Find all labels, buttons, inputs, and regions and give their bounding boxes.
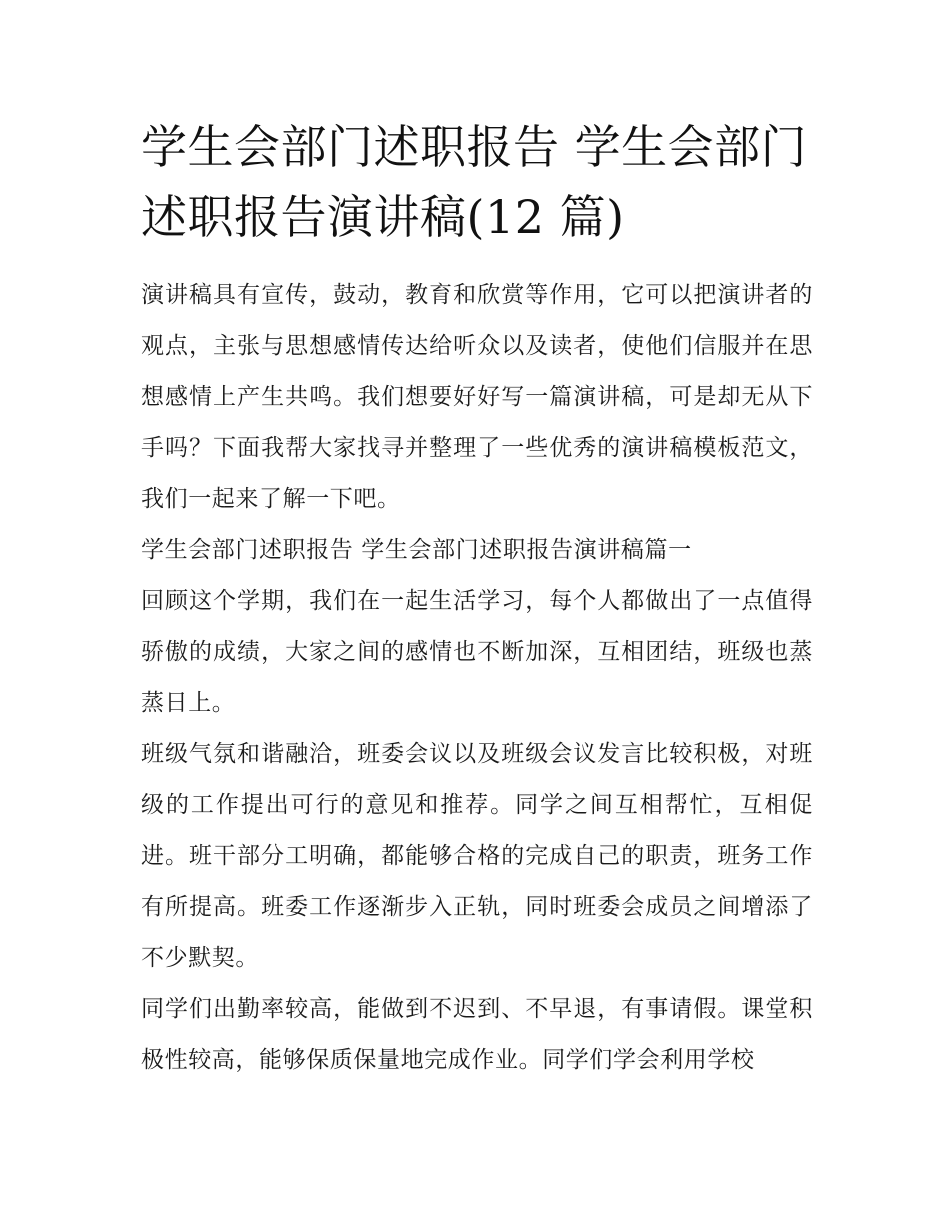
body-paragraph: 班级气氛和谐融洽，班委会议以及班级会议发言比较积极，对班级的工作提出可行的意见和推荐。同学之间互相帮忙，互相促进。班干部分工明确，都能够合格的完成自己的职责，班务工作有所提高。班委工作逐渐步入正轨，同时班委会成员之间增添了不少默契。 [141, 741, 813, 971]
section-heading: 学生会部门述职报告 学生会部门述职报告演讲稿篇一 [141, 537, 692, 563]
body-paragraph: 回顾这个学期，我们在一起生活学习，每个人都做出了一点值得骄傲的成绩，大家之间的感情也不断加深，互相团结，班级也蒸蒸日上。 [141, 588, 813, 716]
body-paragraph: 同学们出勤率较高，能做到不迟到、不早退，有事请假。课堂积极性较高，能够保质保量地完成作业。同学们学会利用学校 [141, 996, 813, 1073]
intro-paragraph: 演讲稿具有宣传，鼓动，教育和欣赏等作用，它可以把演讲者的观点，主张与思想感情传达给听众以及读者，使他们信服并在思想感情上产生共鸣。我们想要好好写一篇演讲稿，可是却无从下手吗？下面我帮大家找寻并整理了一些优秀的演讲稿模板范文，我们一起来了解一下吧。 [141, 282, 813, 512]
document-title: 学生会部门述职报告 学生会部门述职报告演讲稿(12 篇) [141, 120, 808, 244]
document-body [141, 112, 813, 1086]
